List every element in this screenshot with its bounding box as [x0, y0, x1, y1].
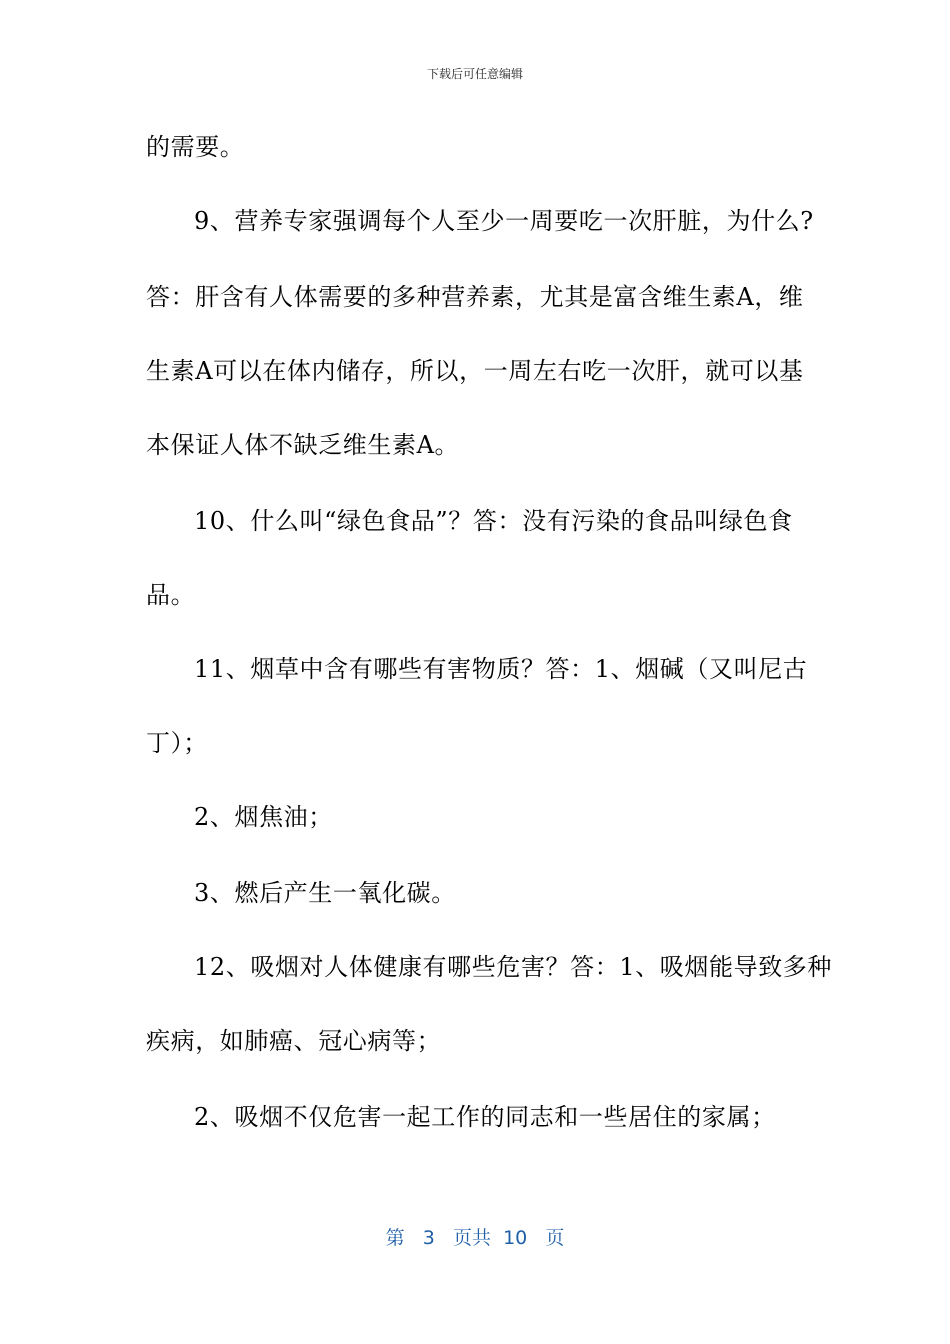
page-header: 下载后可任意编辑	[426, 67, 523, 81]
body-line-5: 本保证人体不缺乏维生素A。	[146, 431, 460, 459]
body-line-10: 2、烟焦油；	[194, 803, 333, 831]
body-line-8: 11、烟草中含有哪些有害物质？答：1、烟碱（又叫尼古	[194, 655, 808, 683]
body-line-14: 2、吸烟不仅危害一起工作的同志和一些居住的家属；	[194, 1103, 776, 1131]
page-footer	[0, 1226, 950, 1250]
body-line-4: 生素A可以在体内储存，所以，一周左右吃一次肝，就可以基	[146, 357, 804, 385]
footer-suffix: 页	[545, 1227, 565, 1249]
footer-middle: 页共	[452, 1227, 491, 1249]
body-line-13: 疾病，如肺癌、冠心病等；	[146, 1027, 442, 1055]
body-line-12: 12、吸烟对人体健康有哪些危害？答：1、吸烟能导致多种	[194, 953, 833, 981]
footer-total-pages: 10	[503, 1227, 528, 1249]
footer-current-page: 3	[422, 1227, 435, 1249]
body-line-11: 3、燃后产生一氧化碳。	[194, 879, 456, 907]
body-line-1: 的需要。	[146, 133, 245, 161]
body-line-3: 答：肝含有人体需要的多种营养素，尤其是富含维生素A，维	[146, 283, 804, 311]
body-line-9: 丁）；	[146, 729, 208, 757]
body-line-6: 10、什么叫“绿色食品”？答：没有污染的食品叫绿色食	[194, 507, 793, 535]
footer-prefix: 第	[385, 1227, 405, 1249]
body-line-2: 9、营养专家强调每个人至少一周要吃一次肝脏，为什么?	[194, 207, 814, 235]
body-line-7: 品。	[146, 581, 196, 609]
